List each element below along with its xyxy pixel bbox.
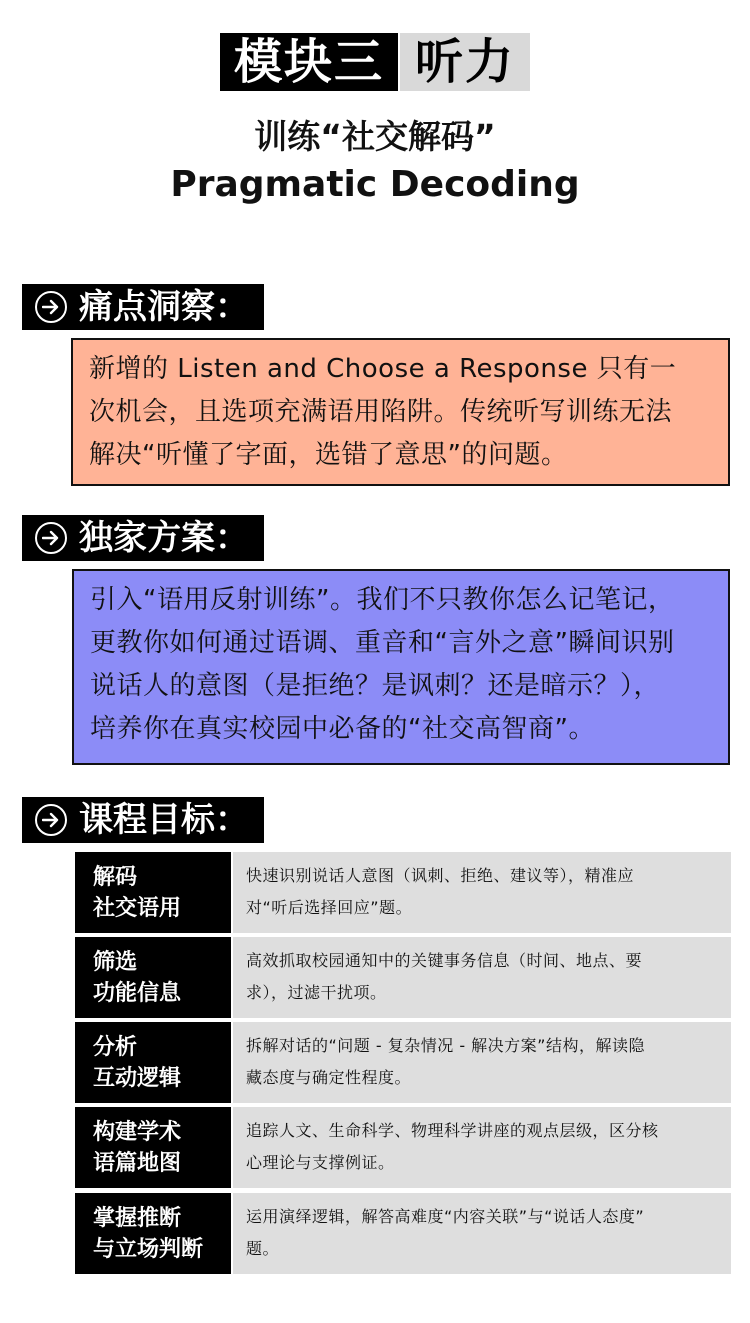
- section-heading-pain: [22, 284, 264, 330]
- section-title: 课程目标：: [79, 800, 249, 840]
- goal-description: [233, 937, 731, 1018]
- goal-desc-line: 高效抓取校园通知中的关键事务信息（时间、地点、要: [246, 951, 643, 970]
- goal-label-line: 社交语用: [93, 896, 182, 921]
- solution-box: [72, 569, 730, 765]
- goal-desc-line: 追踪人文、生命科学、物理科学讲座的观点层级，区分核: [246, 1121, 659, 1140]
- text-line: 次机会，且选项充满语用陷阱。传统听写训练无法: [89, 397, 673, 427]
- goal-description: [233, 1193, 731, 1274]
- subtitle-chinese: 训练“社交解码”: [254, 117, 496, 156]
- goal-label: [75, 852, 231, 933]
- arrow-circle-icon: [35, 804, 67, 836]
- goal-row: [75, 1193, 731, 1274]
- module-label: 模块三: [220, 33, 398, 91]
- text-line: 新增的 Listen and Choose a Response 只有一: [89, 354, 677, 384]
- goal-desc-line: 运用演绎逻辑，解答高难度“内容关联”与“说话人态度”: [246, 1207, 645, 1226]
- goal-label-line: 与立场判断: [93, 1237, 204, 1262]
- goal-label: [75, 937, 231, 1018]
- module-title: [0, 33, 750, 91]
- goal-row: [75, 1107, 731, 1188]
- goal-label-line: 筛选: [93, 950, 138, 975]
- text-line: 说话人的意图（是拒绝？是讽刺？还是暗示？），: [90, 671, 661, 701]
- goal-label: [75, 1193, 231, 1274]
- section-heading-goals: [22, 797, 264, 843]
- goal-description: [233, 1107, 731, 1188]
- goal-label-line: 构建学术: [93, 1120, 182, 1145]
- goal-desc-line: 心理论与支撑例证。: [246, 1153, 395, 1172]
- goal-row: [75, 852, 731, 933]
- text-line: 引入“语用反射训练”。我们不只教你怎么记笔记，: [90, 585, 675, 615]
- module-subject: 听力: [400, 33, 530, 91]
- text-line: 更教你如何通过语调、重音和“言外之意”瞬间识别: [90, 628, 675, 658]
- arrow-circle-icon: [35, 291, 67, 323]
- goal-label-line: 互动逻辑: [93, 1066, 182, 1091]
- goal-label-line: 分析: [93, 1035, 138, 1060]
- goal-desc-line: 拆解对话的“问题 - 复杂情况 - 解决方案”结构，解读隐: [246, 1036, 645, 1055]
- goal-desc-line: 快速识别说话人意图（讽刺、拒绝、建议等），精准应: [246, 866, 635, 885]
- goal-label: [75, 1022, 231, 1103]
- goal-row: [75, 1022, 731, 1103]
- section-title: 独家方案：: [79, 518, 249, 558]
- section-heading-solution: [22, 515, 264, 561]
- goal-desc-line: 对“听后选择回应”题。: [246, 898, 413, 917]
- text-line: 解决“听懂了字面，选错了意思”的问题。: [89, 440, 568, 470]
- goal-label-line: 语篇地图: [93, 1151, 182, 1176]
- goal-desc-line: 求），过滤干扰项。: [246, 983, 387, 1002]
- goal-desc-line: 题。: [246, 1239, 280, 1258]
- goal-label-line: 功能信息: [93, 981, 182, 1006]
- text-line: 培养你在真实校园中必备的“社交高智商”。: [90, 714, 595, 744]
- goal-label-line: 掌握推断: [93, 1206, 182, 1231]
- goal-label: [75, 1107, 231, 1188]
- goal-description: [233, 852, 731, 933]
- arrow-circle-icon: [35, 522, 67, 554]
- subtitle-english: Pragmatic Decoding: [170, 164, 580, 205]
- goal-label-line: 解码: [93, 865, 138, 890]
- goal-description: [233, 1022, 731, 1103]
- goal-row: [75, 937, 731, 1018]
- goal-desc-line: 藏态度与确定性程度。: [246, 1068, 412, 1087]
- section-title: 痛点洞察：: [79, 287, 249, 327]
- pain-box: [71, 338, 730, 486]
